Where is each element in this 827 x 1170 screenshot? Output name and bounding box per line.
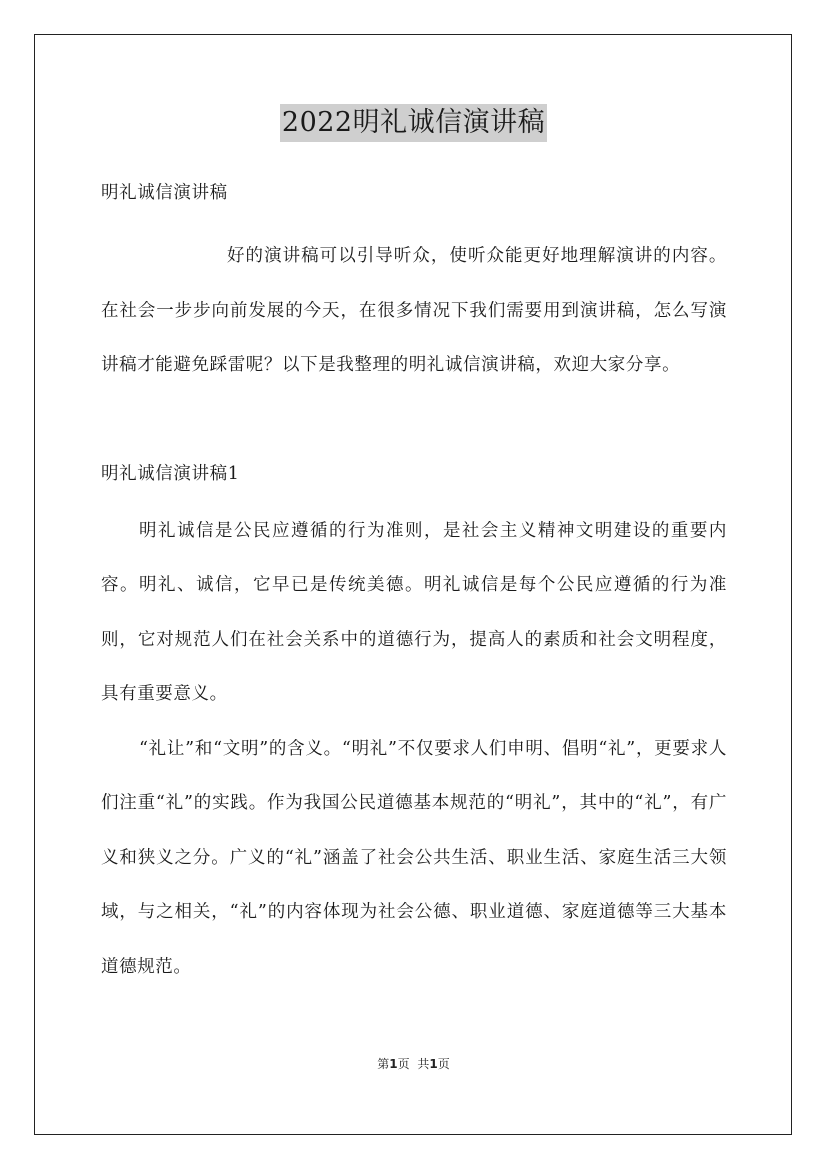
- section-spacer: [101, 393, 727, 456]
- body-paragraph-1: 明礼诚信是公民应遵循的行为准则，是社会主义精神文明建设的重要内容。明礼、诚信，它早已是传统美德。明礼诚信是每个公民应遵循的行为准则，它对规范人们在社会关系中的道德行为，提高人的素质和社会文明程度，具有重要意义。: [101, 520, 727, 704]
- page-footer: [0, 1055, 827, 1072]
- section-heading: 明礼诚信演讲稿1: [101, 463, 240, 484]
- document-title: 2022明礼诚信演讲稿: [280, 104, 547, 142]
- intro-paragraph: 好的演讲稿可以引导听众，使听众能更好地理解演讲的内容。在社会一步步向前发展的今天，在很多情况下我们需要用到演讲稿，怎么写演讲稿才能避免踩雷呢？以下是我整理的明礼诚信演讲稿，欢迎大家分享。: [101, 246, 727, 375]
- title-container: [0, 104, 827, 142]
- body-paragraph-2: “礼让”和“文明”的含义。“明礼”不仅要求人们申明、倡明“礼”，更要求人们注重“礼”的实践。作为我国公民道德基本规范的“明礼”，其中的“礼”，有广义和狭义之分。广义的“礼”涵盖了社会公共生活、职业生活、家庭生活三大领域，与之相关，“礼”的内容体现为社会公德、职业道德、家庭道德等三大基本道德规范。: [101, 738, 727, 977]
- page-suffix: 页: [397, 1057, 410, 1071]
- subtitle: 明礼诚信演讲稿: [101, 183, 228, 203]
- document-body: [101, 175, 727, 994]
- total-pages: 1: [429, 1057, 438, 1071]
- page-prefix: 第: [377, 1057, 390, 1071]
- total-prefix: 共: [417, 1057, 430, 1071]
- total-suffix: 页: [437, 1057, 450, 1071]
- page-number: 1: [389, 1057, 398, 1071]
